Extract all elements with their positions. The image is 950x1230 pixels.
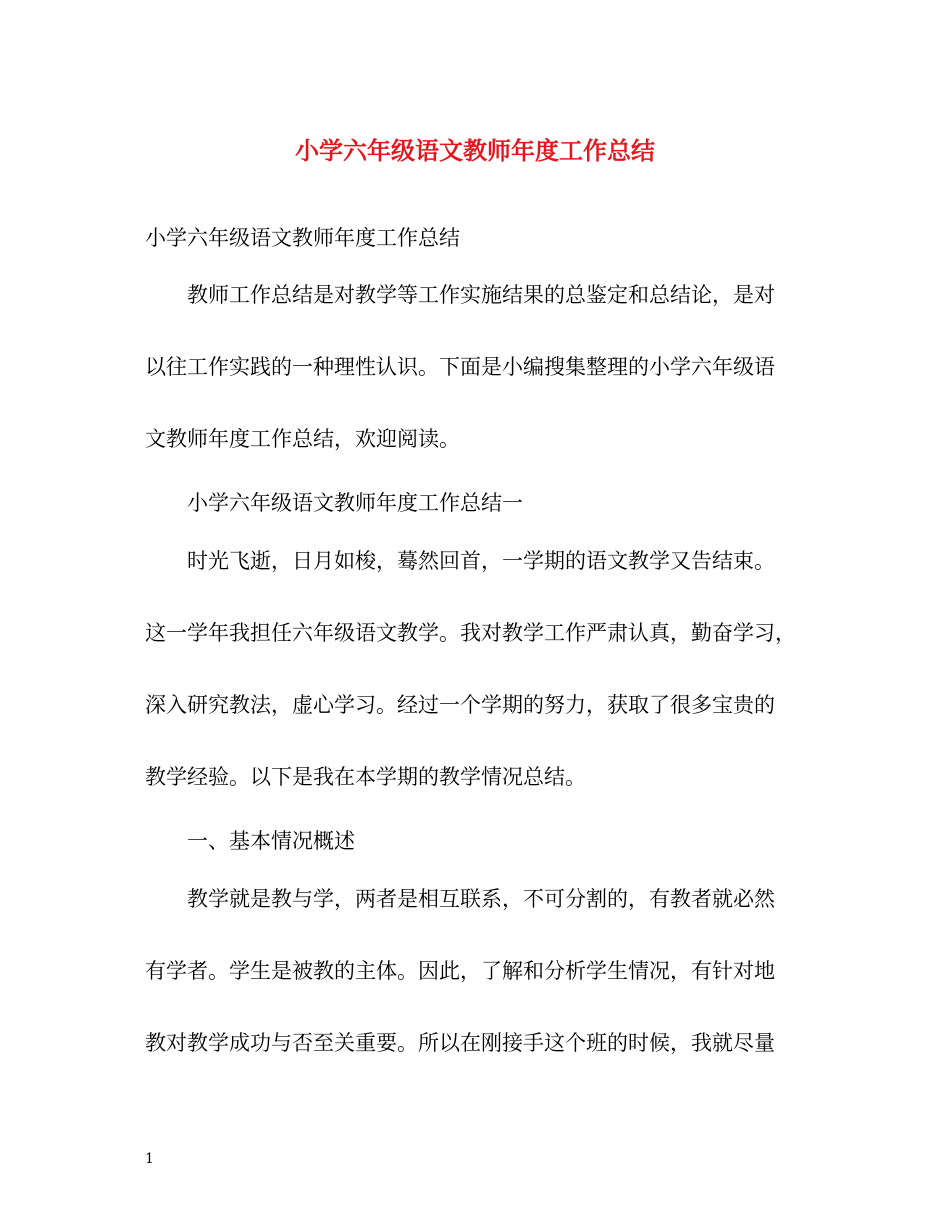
- document-title: 小学六年级语文教师年度工作总结: [295, 136, 655, 165]
- paragraph-line: 教对教学成功与否至关重要。所以在刚接手这个班的时候，我就尽量: [145, 1031, 775, 1055]
- section-heading: 小学六年级语文教师年度工作总结一: [187, 491, 523, 515]
- paragraph-line: 教师工作总结是对教学等工作实施结果的总鉴定和总结论，是对: [187, 283, 775, 307]
- section-heading: 一、基本情况概述: [187, 829, 355, 853]
- paragraph-line: 以往工作实践的一种理性认识。下面是小编搜集整理的小学六年级语: [145, 355, 775, 379]
- subtitle-line: 小学六年级语文教师年度工作总结: [145, 226, 460, 250]
- paragraph-line: 教学就是教与学，两者是相互联系，不可分割的，有教者就必然: [187, 887, 775, 911]
- paragraph-line: 文教师年度工作总结，欢迎阅读。: [145, 427, 460, 451]
- paragraph-line: 深入研究教法，虚心学习。经过一个学期的努力，获取了很多宝贵的: [145, 693, 775, 717]
- paragraph-line: 教学经验。以下是我在本学期的教学情况总结。: [145, 765, 586, 789]
- page-number: 1: [145, 1151, 154, 1167]
- paragraph-line: 时光飞逝，日月如梭，蓦然回首，一学期的语文教学又告结束。: [187, 549, 775, 573]
- paragraph-line: 这一学年我担任六年级语文教学。我对教学工作严肃认真，勤奋学习，: [145, 621, 796, 645]
- paragraph-line: 有学者。学生是被教的主体。因此，了解和分析学生情况，有针对地: [145, 959, 775, 983]
